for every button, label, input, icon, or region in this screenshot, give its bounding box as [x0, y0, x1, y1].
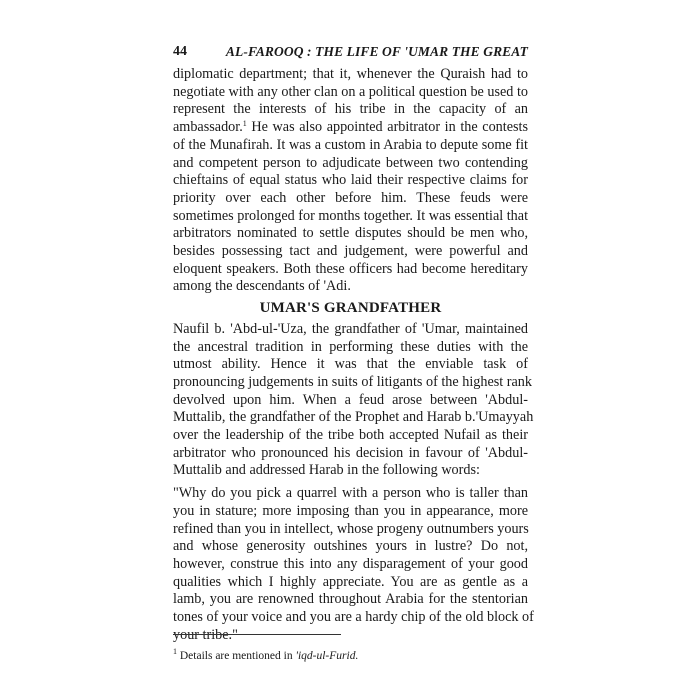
text-line — [173, 119, 528, 137]
quote-line: your tribe." — [173, 626, 238, 643]
text-line: chieftains of equal status who laid their respective claims for — [173, 172, 528, 189]
quote-line: tones of your voice and you are a hardy chip of the old block of — [173, 609, 534, 626]
quote-line: you in stature; more imposing than you in appearance, more — [173, 502, 528, 519]
text-line: negotiate with any other clan on a political question be used to — [173, 83, 528, 100]
text-line: Muttalib and addressed Harab in the following words: — [173, 462, 480, 479]
text-line: and competent person to adjudicate between two contending — [173, 154, 528, 171]
text-line: eloquent speakers. Both these officers had become hereditary — [173, 260, 528, 277]
text-line: sometimes prolonged for months together. It was essential that — [173, 207, 529, 224]
footnote-divider — [173, 634, 341, 635]
text-fragment: ambassador. — [173, 119, 243, 136]
text-line: Muttalib, the grandfather of the Prophet and Harab b.'Umayyah — [173, 409, 534, 426]
text-line: devolved upon him. When a feud arose between 'Abdul- — [173, 391, 528, 408]
quote-line: refined than you in intellect, whose progeny outnumbers yours — [173, 520, 529, 537]
footnote-source: 'iqd-ul-Furid. — [295, 650, 359, 662]
footnote-marker: 1 — [173, 647, 177, 656]
quote-line: and whose generosity outshines yours in lustre? Do not, — [173, 538, 528, 555]
quote-line: lamb, you are renowned throughout Arabia for the stentorian — [173, 591, 528, 608]
text-line: priority over each other before him. These feuds were — [173, 189, 528, 206]
quote-line: qualities which I highly appreciate. You are as gentle as a — [173, 573, 528, 590]
page-number: 44 — [173, 44, 187, 59]
quote-line: however, construe this into any disparagement of your good — [173, 555, 528, 572]
text-line: pronouncing judgements in suits of litigants of the highest rank — [173, 373, 532, 390]
footnote-reference: 1 — [242, 119, 247, 129]
text-fragment: He was also appointed arbitrator in the contests — [246, 119, 528, 136]
text-line: of the Munafirah. It was a custom in Arabia to depute some fit — [173, 136, 528, 153]
running-title: AL-FAROOQ : THE LIFE OF 'UMAR THE GREAT — [225, 44, 528, 59]
section-heading: UMAR'S GRANDFATHER — [259, 300, 442, 317]
quote-line: "Why do you pick a quarrel with a person who is taller than — [173, 485, 528, 502]
text-line: arbitrators nominated to settle disputes should be men who, — [173, 225, 528, 242]
text-line: the ancestral tradition in performing these duties with the — [173, 338, 528, 355]
footnote — [173, 647, 528, 662]
footnote-text: Details are mentioned in — [177, 650, 296, 662]
body-text — [173, 66, 534, 645]
text-line: Naufil b. 'Abd-ul-'Uza, the grandfather of 'Umar, maintained — [173, 320, 528, 337]
text-line: arbitrator who pronounced his decision in favour of 'Abdul- — [173, 444, 528, 461]
text-line: besides possessing tact and judgement, were powerful and — [173, 243, 528, 260]
text-line: utmost ability. Hence it was that the enviable task of — [173, 356, 528, 373]
text-line: represent the interests of his tribe in the capacity of an — [173, 101, 528, 118]
text-line: among the descendants of 'Adi. — [173, 278, 351, 295]
page-header — [173, 44, 528, 64]
text-line: diplomatic department; that it, whenever the Quraish had to — [173, 66, 528, 82]
text-line: over the leadership of the tribe both accepted Nufail as their — [173, 427, 528, 444]
